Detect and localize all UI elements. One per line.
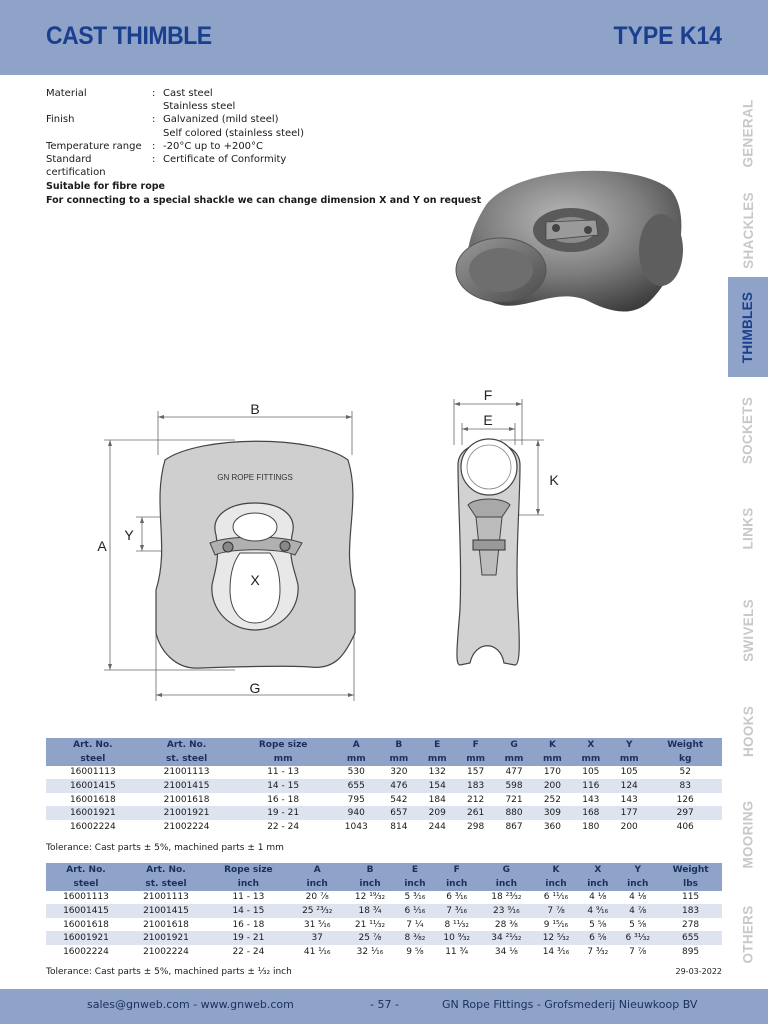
table-cell: 21001921 bbox=[126, 931, 206, 945]
column-header: G bbox=[480, 863, 533, 877]
column-header: F bbox=[456, 738, 494, 752]
table-cell: 177 bbox=[610, 806, 648, 820]
spec-list bbox=[46, 87, 304, 179]
table-cell: 320 bbox=[390, 767, 408, 778]
dim-label-e: E bbox=[483, 412, 493, 428]
column-header: Weight bbox=[659, 863, 722, 877]
table-row bbox=[46, 806, 722, 820]
table-cell: 655 bbox=[659, 931, 722, 945]
table-cell: 940 bbox=[333, 806, 380, 820]
column-header: Rope size bbox=[206, 863, 291, 877]
table-cell: 170 bbox=[543, 767, 562, 778]
table-cell: 477 bbox=[505, 767, 523, 778]
unit-header: kg bbox=[648, 752, 722, 766]
table-cell: 16 - 18 bbox=[232, 919, 265, 930]
unit-header: inch bbox=[533, 877, 580, 891]
tab-mooring[interactable] bbox=[728, 784, 768, 884]
dim-label-k: K bbox=[549, 472, 559, 488]
tab-label: THIMBLES bbox=[740, 291, 756, 363]
unit-header: steel bbox=[46, 877, 126, 891]
table-cell: 10 ⁹⁄₃₂ bbox=[433, 931, 480, 945]
unit-header: steel bbox=[46, 752, 140, 766]
dim-label-a: A bbox=[97, 538, 107, 554]
table-cell: 21 ¹¹⁄₃₂ bbox=[354, 919, 386, 930]
table-header-row bbox=[46, 738, 722, 752]
table-cell: 105 bbox=[620, 767, 638, 778]
unit-header: mm bbox=[456, 752, 494, 766]
column-header: Weight bbox=[648, 738, 722, 752]
unit-header: mm bbox=[495, 752, 533, 766]
table-cell: 14 - 15 bbox=[233, 779, 332, 793]
table-units-row bbox=[46, 877, 722, 891]
unit-header: inch bbox=[396, 877, 433, 891]
table-cell: 880 bbox=[495, 806, 533, 820]
column-header: X bbox=[572, 738, 610, 752]
column-header: G bbox=[495, 738, 533, 752]
spec-value: Certificate of Conformity bbox=[163, 154, 287, 166]
table-cell: 657 bbox=[380, 806, 418, 820]
column-header: Y bbox=[616, 863, 659, 877]
spec-colon: : bbox=[152, 88, 156, 99]
table-cell: 6 ¹⁄₁₆ bbox=[396, 904, 433, 918]
column-header: Art. No. bbox=[46, 738, 140, 752]
table-row bbox=[46, 779, 722, 793]
tolerance-note-inch: Tolerance: Cast parts ± 5%, machined parts ± ¹⁄₃₂ inch bbox=[46, 967, 292, 977]
page-footer bbox=[0, 989, 768, 1024]
table-cell: 4 ⅛ bbox=[629, 892, 647, 903]
table-cell: 7 ³⁄₃₂ bbox=[587, 946, 609, 957]
spec-label: Finish bbox=[46, 114, 75, 126]
spec-row-material bbox=[46, 87, 304, 113]
unit-header: mm bbox=[333, 752, 380, 766]
table-cell: 16001618 bbox=[69, 794, 116, 805]
tolerance-note-mm: Tolerance: Cast parts ± 5%, machined parts ± 1 mm bbox=[46, 843, 284, 853]
table-cell: 16001415 bbox=[46, 904, 126, 918]
table-cell: 6 ¹¹⁄₁₆ bbox=[543, 892, 569, 903]
spec-row-certification bbox=[46, 153, 304, 179]
table-cell: 21001113 bbox=[163, 767, 210, 778]
column-header: A bbox=[333, 738, 380, 752]
table-cell: 19 - 21 bbox=[206, 931, 291, 945]
spec-value: Galvanized (mild steel) bbox=[163, 114, 279, 126]
table-cell: 83 bbox=[648, 779, 722, 793]
table-cell: 7 ¼ bbox=[406, 919, 424, 930]
table-cell: 309 bbox=[533, 806, 571, 820]
table-cell: 261 bbox=[456, 806, 494, 820]
usage-notes bbox=[46, 180, 481, 207]
table-cell: 16 - 18 bbox=[267, 794, 300, 805]
note-line: Suitable for fibre rope bbox=[46, 181, 166, 192]
table-row bbox=[46, 931, 722, 945]
tab-label: MOORING bbox=[740, 799, 756, 869]
unit-header: st. steel bbox=[126, 877, 206, 891]
product-type: TYPE K14 bbox=[613, 22, 722, 50]
table-cell: 721 bbox=[505, 794, 523, 805]
table-cell: 34 ⅛ bbox=[494, 946, 518, 957]
column-header: Art. No. bbox=[140, 738, 234, 752]
table-cell: 14 - 15 bbox=[206, 904, 291, 918]
table-cell: 12 ¹⁹⁄₃₂ bbox=[354, 892, 386, 903]
table-cell: 11 - 13 bbox=[267, 767, 300, 778]
dim-label-y: Y bbox=[124, 527, 134, 543]
table-cell: 200 bbox=[533, 779, 571, 793]
spec-colon: : bbox=[152, 154, 156, 166]
unit-header: mm bbox=[418, 752, 456, 766]
table-cell: 115 bbox=[681, 892, 700, 903]
table-cell: 867 bbox=[505, 821, 523, 832]
spec-label: Temperature range bbox=[46, 140, 142, 152]
table-cell: 143 bbox=[582, 794, 600, 805]
table-cell: 5 ⅝ bbox=[589, 919, 607, 930]
table-cell: 598 bbox=[495, 779, 533, 793]
table-cell: 184 bbox=[428, 794, 446, 805]
table-units-row bbox=[46, 752, 722, 766]
column-header: Art. No. bbox=[126, 863, 206, 877]
table-cell: 16001618 bbox=[63, 919, 109, 930]
tab-label: SOCKETS bbox=[740, 396, 756, 464]
table-cell: 360 bbox=[543, 821, 562, 832]
table-cell: 21001618 bbox=[143, 919, 189, 930]
spec-colon: : bbox=[152, 140, 156, 152]
table-row bbox=[46, 793, 722, 807]
table-row bbox=[46, 918, 722, 932]
table-cell: 183 bbox=[659, 904, 722, 918]
table-cell: 476 bbox=[380, 779, 418, 793]
table-cell: 22 - 24 bbox=[232, 946, 265, 957]
table-cell: 6 ³¹⁄₃₂ bbox=[616, 931, 659, 945]
product-photo bbox=[446, 160, 686, 325]
table-row bbox=[46, 904, 722, 918]
tab-label: SWIVELS bbox=[740, 598, 756, 662]
table-cell: 209 bbox=[418, 806, 456, 820]
table-cell: 11 ¾ bbox=[445, 946, 469, 957]
spec-row-temperature bbox=[46, 140, 304, 153]
spec-value: Self colored (stainless steel) bbox=[163, 127, 304, 139]
unit-header: inch bbox=[433, 877, 480, 891]
tab-label: GENERAL bbox=[740, 98, 756, 168]
page-title: CAST THIMBLE bbox=[46, 22, 212, 50]
column-header: E bbox=[418, 738, 456, 752]
unit-header: inch bbox=[206, 877, 291, 891]
table-cell: 814 bbox=[390, 821, 408, 832]
tab-hooks[interactable] bbox=[728, 681, 768, 781]
table-cell: 212 bbox=[467, 794, 485, 805]
table-cell: 22 - 24 bbox=[267, 821, 300, 832]
tab-label: HOOKS bbox=[740, 705, 756, 757]
table-cell: 6 ³⁄₁₆ bbox=[446, 892, 468, 903]
table-cell: 14 ³⁄₁₆ bbox=[542, 946, 570, 957]
table-cell: 16002224 bbox=[63, 946, 109, 957]
unit-header: mm bbox=[610, 752, 648, 766]
page-number: - 57 - bbox=[370, 998, 399, 1011]
table-cell: 297 bbox=[648, 806, 722, 820]
table-cell: 52 bbox=[679, 767, 691, 778]
table-cell: 183 bbox=[456, 779, 494, 793]
table-cell: 1043 bbox=[344, 821, 368, 832]
dim-label-g: G bbox=[249, 680, 261, 696]
column-header: Rope size bbox=[233, 738, 332, 752]
table-cell: 7 ⅞ bbox=[629, 946, 647, 957]
table-cell: 105 bbox=[582, 767, 600, 778]
table-cell: 5 ⅝ bbox=[629, 919, 647, 930]
table-cell: 895 bbox=[681, 946, 700, 957]
table-cell: 542 bbox=[390, 794, 408, 805]
table-cell: 298 bbox=[467, 821, 485, 832]
column-header: F bbox=[433, 863, 480, 877]
tab-thimbles[interactable] bbox=[728, 277, 768, 377]
table-cell: 406 bbox=[676, 821, 694, 832]
unit-header: inch bbox=[616, 877, 659, 891]
table-cell: 5 ³⁄₁₆ bbox=[404, 892, 426, 903]
table-cell: 154 bbox=[418, 779, 456, 793]
unit-header: inch bbox=[480, 877, 533, 891]
tab-shackles[interactable] bbox=[728, 180, 768, 280]
column-header: E bbox=[396, 863, 433, 877]
embossed-text: GN ROPE FITTINGS bbox=[217, 473, 293, 482]
table-cell: 16001113 bbox=[69, 767, 116, 778]
table-cell: 9 ⅝ bbox=[406, 946, 424, 957]
table-cell: 28 ⅜ bbox=[494, 919, 518, 930]
table-cell: 4 ⁹⁄₁₆ bbox=[579, 904, 616, 918]
table-cell: 16002224 bbox=[69, 821, 116, 832]
spec-colon: : bbox=[152, 114, 156, 126]
table-cell: 124 bbox=[610, 779, 648, 793]
table-cell: 132 bbox=[428, 767, 446, 778]
unit-header: mm bbox=[233, 752, 332, 766]
table-cell: 252 bbox=[543, 794, 562, 805]
table-cell: 16001415 bbox=[46, 779, 140, 793]
unit-header: inch bbox=[344, 877, 397, 891]
unit-header: mm bbox=[572, 752, 610, 766]
spec-table-mm bbox=[46, 738, 722, 834]
tab-label: LINKS bbox=[740, 507, 756, 549]
dim-label-x: X bbox=[250, 572, 260, 588]
page-header bbox=[0, 0, 768, 75]
table-cell: 126 bbox=[676, 794, 694, 805]
column-header: B bbox=[344, 863, 397, 877]
table-cell: 21001415 bbox=[126, 904, 206, 918]
table-cell: 25 ²³⁄₃₂ bbox=[291, 904, 344, 918]
table-cell: 9 ¹⁵⁄₁₆ bbox=[543, 919, 569, 930]
dim-label-f: F bbox=[483, 387, 493, 403]
table-cell: 8 ¹¹⁄₃₂ bbox=[444, 919, 469, 930]
table-row bbox=[46, 945, 722, 959]
table-cell: 21001415 bbox=[140, 779, 234, 793]
table-cell: 157 bbox=[467, 767, 485, 778]
table-cell: 16001113 bbox=[63, 892, 109, 903]
table-cell: 18 ²³⁄₃₂ bbox=[491, 892, 522, 903]
spec-table-inch bbox=[46, 863, 722, 959]
table-cell: 7 ⅞ bbox=[533, 904, 580, 918]
table-cell: 4 ⅞ bbox=[616, 904, 659, 918]
table-cell: 180 bbox=[582, 821, 600, 832]
table-row bbox=[46, 766, 722, 780]
column-header: Art. No. bbox=[46, 863, 126, 877]
table-header-row bbox=[46, 863, 722, 877]
spec-value: Cast steel bbox=[163, 88, 213, 99]
unit-header: inch bbox=[579, 877, 616, 891]
table-cell: 21001921 bbox=[140, 806, 234, 820]
table-cell: 143 bbox=[620, 794, 638, 805]
column-header: K bbox=[533, 738, 571, 752]
table-cell: 200 bbox=[620, 821, 638, 832]
table-cell: 31 ⁵⁄₁₆ bbox=[303, 919, 331, 930]
table-cell: 4 ⅛ bbox=[589, 892, 607, 903]
table-cell: 12 ⁵⁄₃₂ bbox=[533, 931, 580, 945]
table-cell: 41 ¹⁄₁₆ bbox=[303, 946, 331, 957]
table-cell: 23 ⁹⁄₁₆ bbox=[480, 904, 533, 918]
column-header: A bbox=[291, 863, 344, 877]
table-cell: 6 ⅝ bbox=[579, 931, 616, 945]
table-cell: 16001921 bbox=[46, 806, 140, 820]
tab-sockets[interactable] bbox=[728, 380, 768, 480]
table-cell: 32 ¹⁄₁₆ bbox=[356, 946, 384, 957]
table-cell: 34 ²¹⁄₃₂ bbox=[480, 931, 533, 945]
unit-header: mm bbox=[380, 752, 418, 766]
table-cell: 21001618 bbox=[163, 794, 210, 805]
footer-contact[interactable]: sales@gnweb.com - www.gnweb.com bbox=[87, 998, 294, 1011]
unit-header: lbs bbox=[659, 877, 722, 891]
table-cell: 8 ⅜₂ bbox=[396, 931, 433, 945]
tab-label: SHACKLES bbox=[740, 191, 756, 269]
column-header: X bbox=[579, 863, 616, 877]
spec-label: Material bbox=[46, 88, 87, 99]
tab-others[interactable] bbox=[728, 884, 768, 984]
spec-value: Stainless steel bbox=[163, 101, 236, 113]
table-cell: 18 ¾ bbox=[344, 904, 397, 918]
table-cell: 19 - 21 bbox=[233, 806, 332, 820]
spec-value: -20°C up to +200°C bbox=[163, 140, 264, 152]
table-cell: 795 bbox=[347, 794, 365, 805]
technical-drawing bbox=[90, 385, 570, 705]
column-header: B bbox=[380, 738, 418, 752]
unit-header: inch bbox=[291, 877, 344, 891]
table-cell: 11 - 13 bbox=[232, 892, 265, 903]
spec-label: Standard certification bbox=[46, 154, 106, 179]
table-cell: 21002224 bbox=[143, 946, 189, 957]
footer-company: GN Rope Fittings - Grofsmederij Nieuwkoop BV bbox=[442, 998, 698, 1011]
table-cell: 7 ³⁄₁₆ bbox=[433, 904, 480, 918]
tab-swivels[interactable] bbox=[728, 580, 768, 680]
column-header: K bbox=[533, 863, 580, 877]
tab-general[interactable] bbox=[728, 83, 768, 183]
table-cell: 21002224 bbox=[163, 821, 210, 832]
table-cell: 25 ⅞ bbox=[344, 931, 397, 945]
revision-date: 29-03-2022 bbox=[675, 967, 722, 976]
table-row bbox=[46, 820, 722, 834]
table-cell: 278 bbox=[681, 919, 700, 930]
table-cell: 168 bbox=[572, 806, 610, 820]
table-row bbox=[46, 891, 722, 905]
note-line: For connecting to a special shackle we can change dimension X and Y on request bbox=[46, 194, 482, 206]
tab-label: OTHERS bbox=[740, 904, 756, 964]
unit-header: mm bbox=[533, 752, 571, 766]
dim-label-b: B bbox=[250, 401, 260, 417]
table-cell: 116 bbox=[572, 779, 610, 793]
table-cell: 16001921 bbox=[46, 931, 126, 945]
table-cell: 655 bbox=[333, 779, 380, 793]
spec-row-finish bbox=[46, 113, 304, 139]
table-cell: 20 ⅞ bbox=[305, 892, 329, 903]
column-header: Y bbox=[610, 738, 648, 752]
table-cell: 530 bbox=[347, 767, 365, 778]
tab-links[interactable] bbox=[728, 478, 768, 578]
table-cell: 21001113 bbox=[143, 892, 189, 903]
unit-header: st. steel bbox=[140, 752, 234, 766]
table-cell: 37 bbox=[291, 931, 344, 945]
table-cell: 244 bbox=[428, 821, 446, 832]
